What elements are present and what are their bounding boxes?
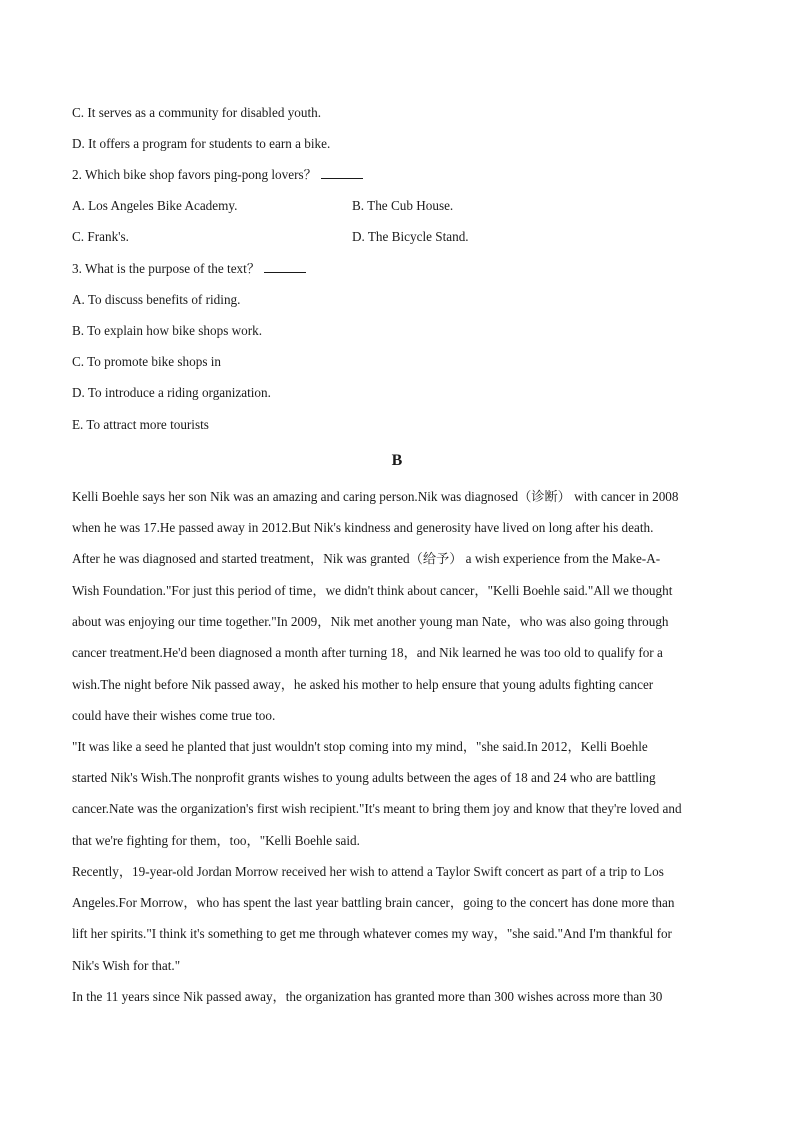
passage-line: lift her spirits."I think it's something to get me through whatever comes my way，"she said."And I'm thankful for — [72, 926, 672, 941]
q3-option-a: A. To discuss benefits of riding. — [72, 292, 241, 307]
q2-answer-blank — [321, 167, 363, 179]
passage-line: Wish Foundation."For just this period of time，we didn't think about cancer，"Kelli Boehle said."All we thought — [72, 583, 673, 598]
section-b-heading: B — [391, 452, 403, 469]
q3-option-c: C. To promote bike shops in — [72, 354, 222, 369]
q3-stem: 3. What is the purpose of the text？ — [72, 261, 261, 276]
q3-answer-blank — [264, 261, 306, 273]
q2-stem: 2. Which bike shop favors ping-pong lovers？ — [72, 167, 317, 182]
passage-line: Angeles.For Morrow，who has spent the last year battling brain cancer，going to the concert has done more than — [72, 895, 675, 910]
passage-line: "It was like a seed he planted that just wouldn't stop coming into my mind，"she said.In 2012，Kelli Boehle — [72, 739, 648, 754]
q2-option-b: B. The Cub House. — [352, 198, 454, 213]
q2-stem-line — [72, 167, 363, 183]
q2-option-d: D. The Bicycle Stand. — [352, 229, 469, 244]
q1-option-c: C. It serves as a community for disabled youth. — [72, 105, 322, 120]
q3-option-b: B. To explain how bike shops work. — [72, 323, 263, 338]
q2-option-c: C. Frank's. — [72, 229, 129, 244]
passage-line: cancer treatment.He'd been diagnosed a month after turning 18，and Nik learned he was too old to qualify for a — [72, 645, 663, 660]
q3-stem-line — [72, 261, 306, 277]
passage-line: Recently，19-year-old Jordan Morrow received her wish to attend a Taylor Swift concert as part of a trip to Los — [72, 864, 664, 879]
passage-line: Kelli Boehle says her son Nik was an amazing and caring person.Nik was diagnosed（诊断） with cancer in 2008 — [72, 489, 679, 504]
passage-line: about was enjoying our time together."In 2009，Nik met another young man Nate，who was also going through — [72, 614, 669, 629]
passage-line: started Nik's Wish.The nonprofit grants wishes to young adults between the ages of 18 and 24 who are battling — [72, 770, 656, 785]
passage-line: could have their wishes come true too. — [72, 708, 276, 723]
q2-options-row-1 — [72, 198, 722, 214]
passage-line: After he was diagnosed and started treatment，Nik was granted（给予） a wish experience from the Make-A- — [72, 551, 661, 566]
passage-line: Nik's Wish for that." — [72, 958, 181, 973]
passage-line: In the 11 years since Nik passed away，the organization has granted more than 300 wishes across more than 30 — [72, 989, 663, 1004]
q3-option-d: D. To introduce a riding organization. — [72, 385, 271, 400]
q2-options-row-2 — [72, 229, 722, 245]
passage-line: wish.The night before Nik passed away，he asked his mother to help ensure that young adults fighting cancer — [72, 677, 654, 692]
q3-option-e: E. To attract more tourists — [72, 417, 209, 432]
passage-line: cancer.Nate was the organization's first wish recipient."It's meant to bring them joy and know that they're loved and — [72, 801, 682, 816]
q2-option-a: A. Los Angeles Bike Academy. — [72, 198, 238, 213]
passage-line: when he was 17.He passed away in 2012.But Nik's kindness and generosity have lived on long after his death. — [72, 520, 654, 535]
passage-line: that we're fighting for them，too，"Kelli Boehle said. — [72, 833, 360, 848]
q1-option-d: D. It offers a program for students to earn a bike. — [72, 136, 331, 151]
